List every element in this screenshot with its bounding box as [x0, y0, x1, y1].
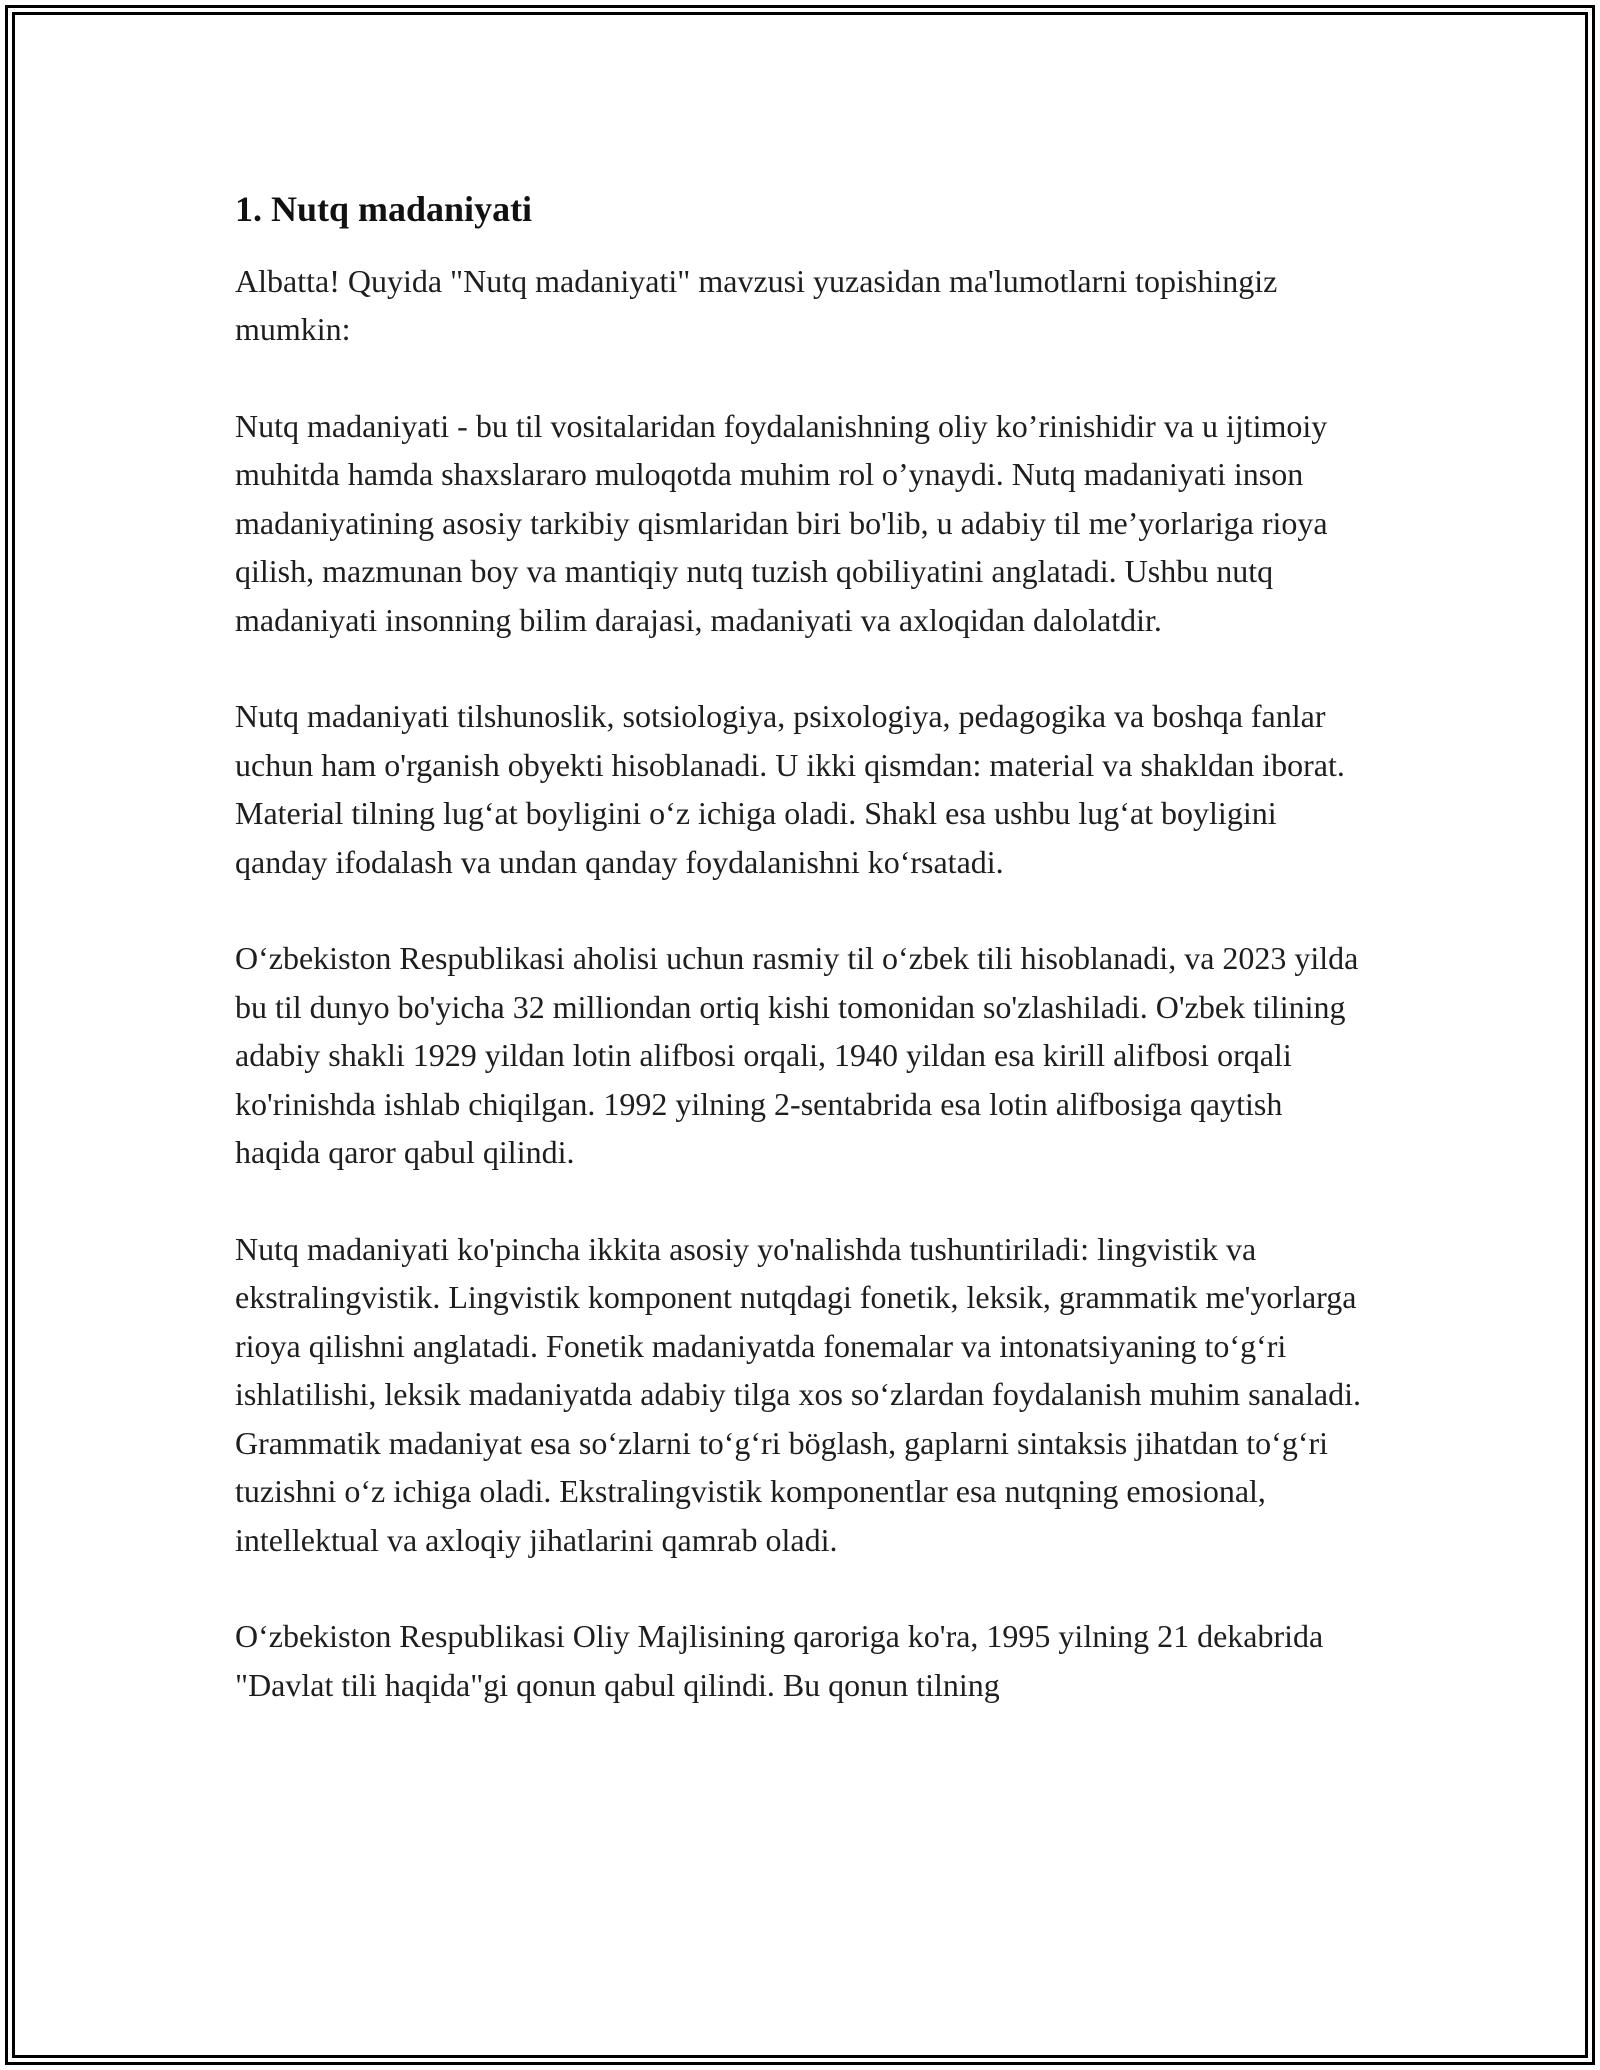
uzbek-language-paragraph: O‘zbekiston Respublikasi aholisi uchun rasmiy til o‘zbek tili hisoblanadi, va 2023 yilda bu til dunyo bo'yicha 32 milliondan ortiq kishi tomonidan so'zlashiladi. O'zbek tilining adabiy shakli 1929 yildan lotin alifbosi orqali, 1940 yildan esa kirill alifbosi orqali ko'rinishda ishlab chiqilgan. 1992 yilning 2-sentabrida esa lotin alifbosiga qaytish haqida qaror qabul qilindi.	[235, 940, 1359, 1171]
structure-paragraph: Nutq madaniyati tilshunoslik, sotsiologiya, psixologiya, pedagogika va boshqa fanlar uchun ham o'rganish obyekti hisoblanadi. U ikki qismdan: material va shakldan iborat. Material tilning lug‘at boyligini o‘z ichiga oladi. Shakl esa ushbu lug‘at boyligini qanday ifodalash va undan qanday foydalanishni ko‘rsatadi.	[235, 698, 1345, 880]
state-language-law-paragraph: O‘zbekiston Respublikasi Oliy Majlisining qaroriga ko'ra, 1995 yilning 21 dekabrida "Davlat tili haqida"gi qonun qabul qilindi. Bu qonun tilning	[235, 1618, 1324, 1703]
document-body	[235, 186, 1365, 1757]
definition-paragraph: Nutq madaniyati - bu til vositalaridan foydalanishning oliy ko’rinishidir va u ijtimoiy muhitda hamda shaxslararo muloqotda muhim rol o’ynaydi. Nutq madaniyati inson madaniyatining asosiy tarkibiy qismlaridan biri bo'lib, u adabiy til me’yorlariga rioya qilish, mazmunan boy va mantiqiy nutq tuzish qobiliyatini anglatadi. Ushbu nutq madaniyati insonning bilim darajasi, madaniyati va axloqidan dalolatdir.	[235, 407, 1328, 638]
section-title: 1. Nutq madaniyati	[235, 189, 533, 229]
intro-paragraph: Albatta! Quyida "Nutq madaniyati" mavzusi yuzasidan ma'lumotlarni topishingiz mumkin:	[235, 262, 1278, 348]
components-paragraph: Nutq madaniyati ko'pincha ikkita asosiy yo'nalishda tushuntiriladi: lingvistik va ekstralingvistik. Lingvistik komponent nutqdagi fonetik, leksik, grammatik me'yorlarga rioya qilishni anglatadi. Fonetik madaniyatda fonemalar va intonatsiyaning to‘g‘ri ishlatilishi, leksik madaniyatda adabiy tilga xos so‘zlardan foydalanish muhim sanaladi. Grammatik madaniyat esa so‘zlarni to‘g‘ri böglash, gaplarni sintaksis jihatdan to‘g‘ri tuzishni o‘z ichiga oladi. Ekstralingvistik komponentlar esa nutqning emosional, intellektual va axloqiy jihatlarini qamrab oladi.	[235, 1230, 1361, 1558]
